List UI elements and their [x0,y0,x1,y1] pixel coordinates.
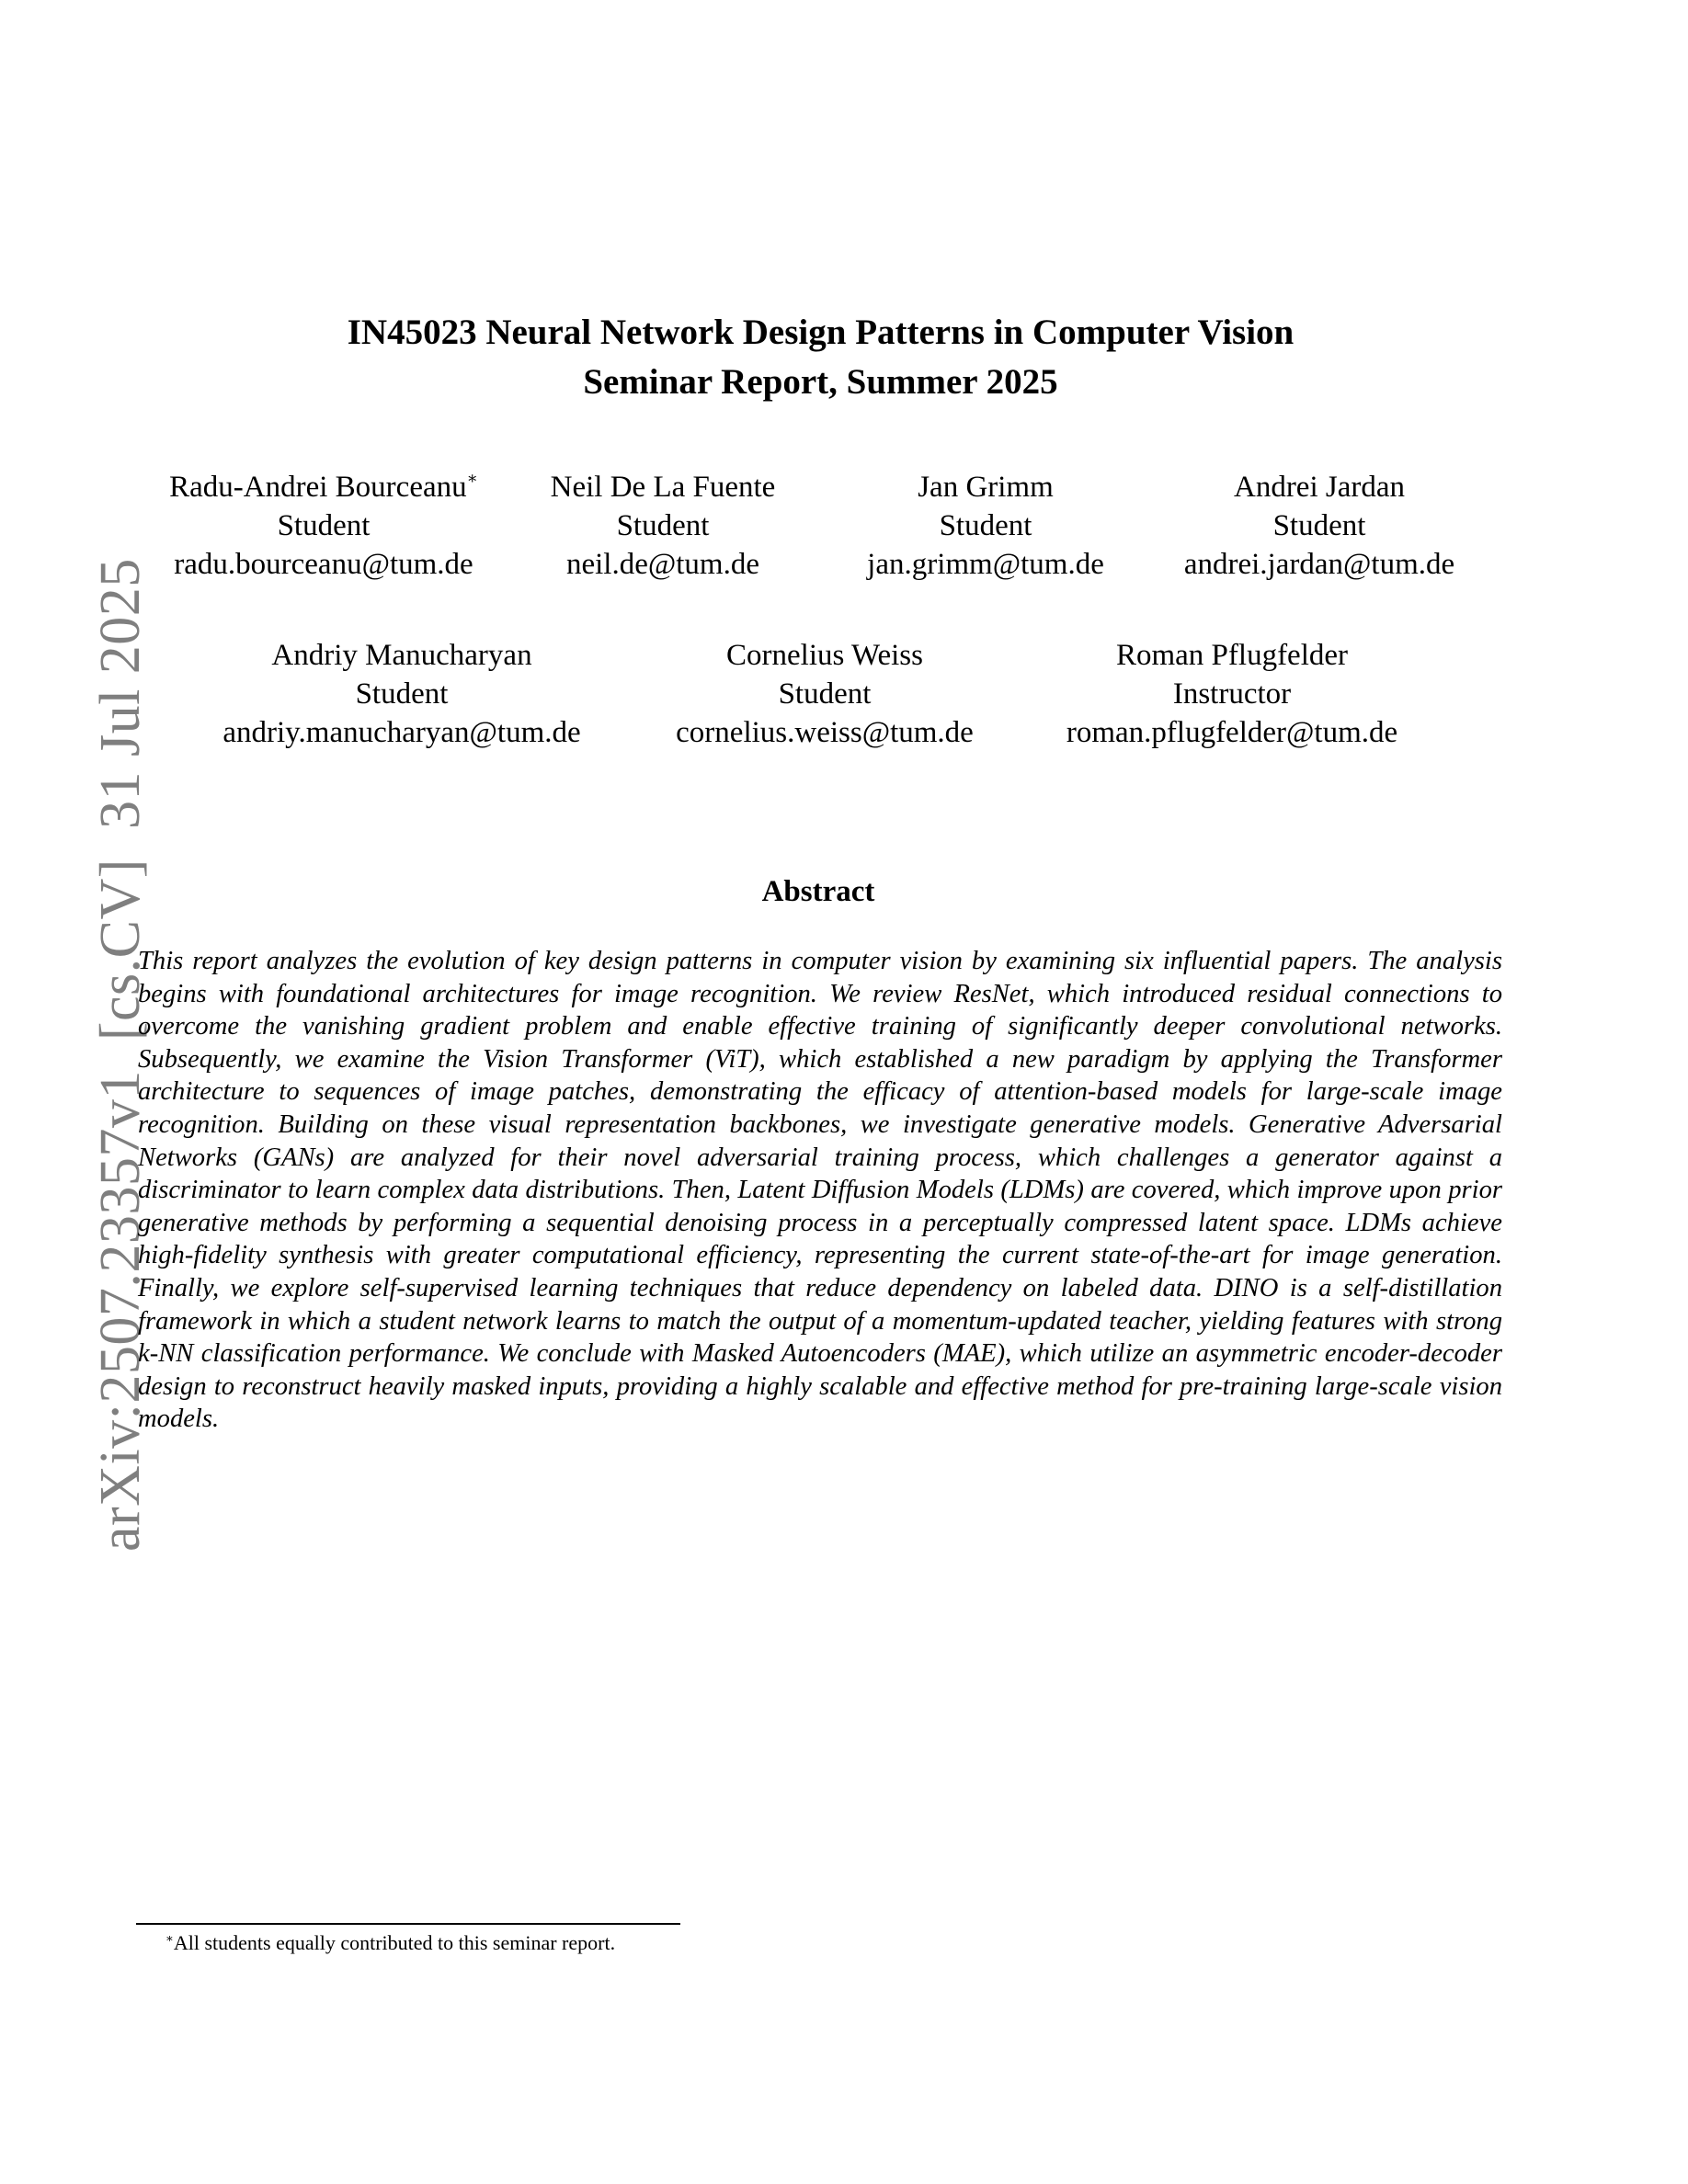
author-role: Student [277,509,371,542]
author-email: jan.grimm@tum.de [867,548,1104,581]
footnote-marker: ∗ [466,469,478,487]
author-name: Radu-Andrei Bourceanu∗ [169,469,478,504]
footnote-text: All students equally contributed to this seminar report. [173,1931,616,1954]
author-block-de-la-fuente [530,468,796,584]
author-name: Neil De La Fuente [550,471,776,504]
author-block-weiss [662,636,987,752]
footnote-rule [136,1923,680,1925]
title-line-2: Seminar Report, Summer 2025 [583,362,1058,402]
author-role: Student [778,677,872,711]
title-line-1: IN45023 Neural Network Design Patterns in Computer Vision [347,313,1295,352]
author-role: Student [616,509,710,542]
author-block-grimm [848,468,1123,584]
author-name: Jan Grimm [918,471,1054,504]
author-role: Student [355,677,449,711]
arxiv-identifier-stamp: arXiv:2507.23357v1 [cs.CV] 31 Jul 2025 [89,558,152,1552]
author-name: Roman Pflugfelder [1115,639,1349,672]
author-role: Student [1272,509,1366,542]
footnote [165,1930,615,1956]
author-email: neil.de@tum.de [565,548,759,581]
author-name: Andriy Manucharyan [271,639,532,672]
author-email: andriy.manucharyan@tum.de [222,716,581,749]
abstract-heading: Abstract [761,875,875,908]
author-email: cornelius.weiss@tum.de [676,716,974,749]
footnote-marker: ∗ [165,1931,174,1945]
paper-title [138,308,1503,407]
author-name: Andrei Jardan [1233,471,1405,504]
author-block-bourceanu [158,468,489,584]
author-email: roman.pflugfelder@tum.de [1066,716,1398,749]
abstract-text: This report analyzes the evolution of key design patterns in computer vision by examining six influential papers. The analysis begins with foundational architectures for image recognition. We review ResNet, which introduced residual connections to overcome the vanishing gradient problem and enable effective training of significantly deeper convolutional networks. Subsequently, we examine the Vision Transformer (ViT), which established a new paradigm by applying the Transformer architecture to sequences of image patches, demonstrating the efficacy of attention-based models for large-scale image recognition. Building on these visual representation backbones, we investigate generative models. Generative Adversarial Networks (GANs) are analyzed for their novel adversarial training process, which challenges a generator against a discriminator to learn complex data distributions. Then, Latent Diffusion Models (LDMs) are covered, which improve upon prior generative methods by performing a sequential denoising process in a perceptually compressed latent space. LDMs achieve high-fidelity synthesis with greater computational efficiency, representing the current state-of-the-art for image generation. Finally, we explore self-supervised learning techniques that reduce dependency on labeled data. DINO is a self-distillation framework in which a student network learns to match the output of a momentum-updated teacher, yielding features with strong k-NN classification performance. We conclude with Masked Autoencoders (MAE), which utilize an asymmetric encoder-decoder design to reconstruct heavily masked inputs, providing a highly scalable and effective method for pre-training large-scale vision models. [138,947,1502,1434]
author-name: Cornelius Weiss [726,639,923,672]
author-block-manucharyan [204,636,599,752]
author-email: andrei.jardan@tum.de [1183,548,1455,581]
author-role: Student [939,509,1032,542]
author-block-jardan [1168,468,1471,584]
author-email: radu.bourceanu@tum.de [174,548,473,581]
author-block-pflugfelder [1048,636,1416,752]
author-role: Instructor [1172,677,1292,711]
